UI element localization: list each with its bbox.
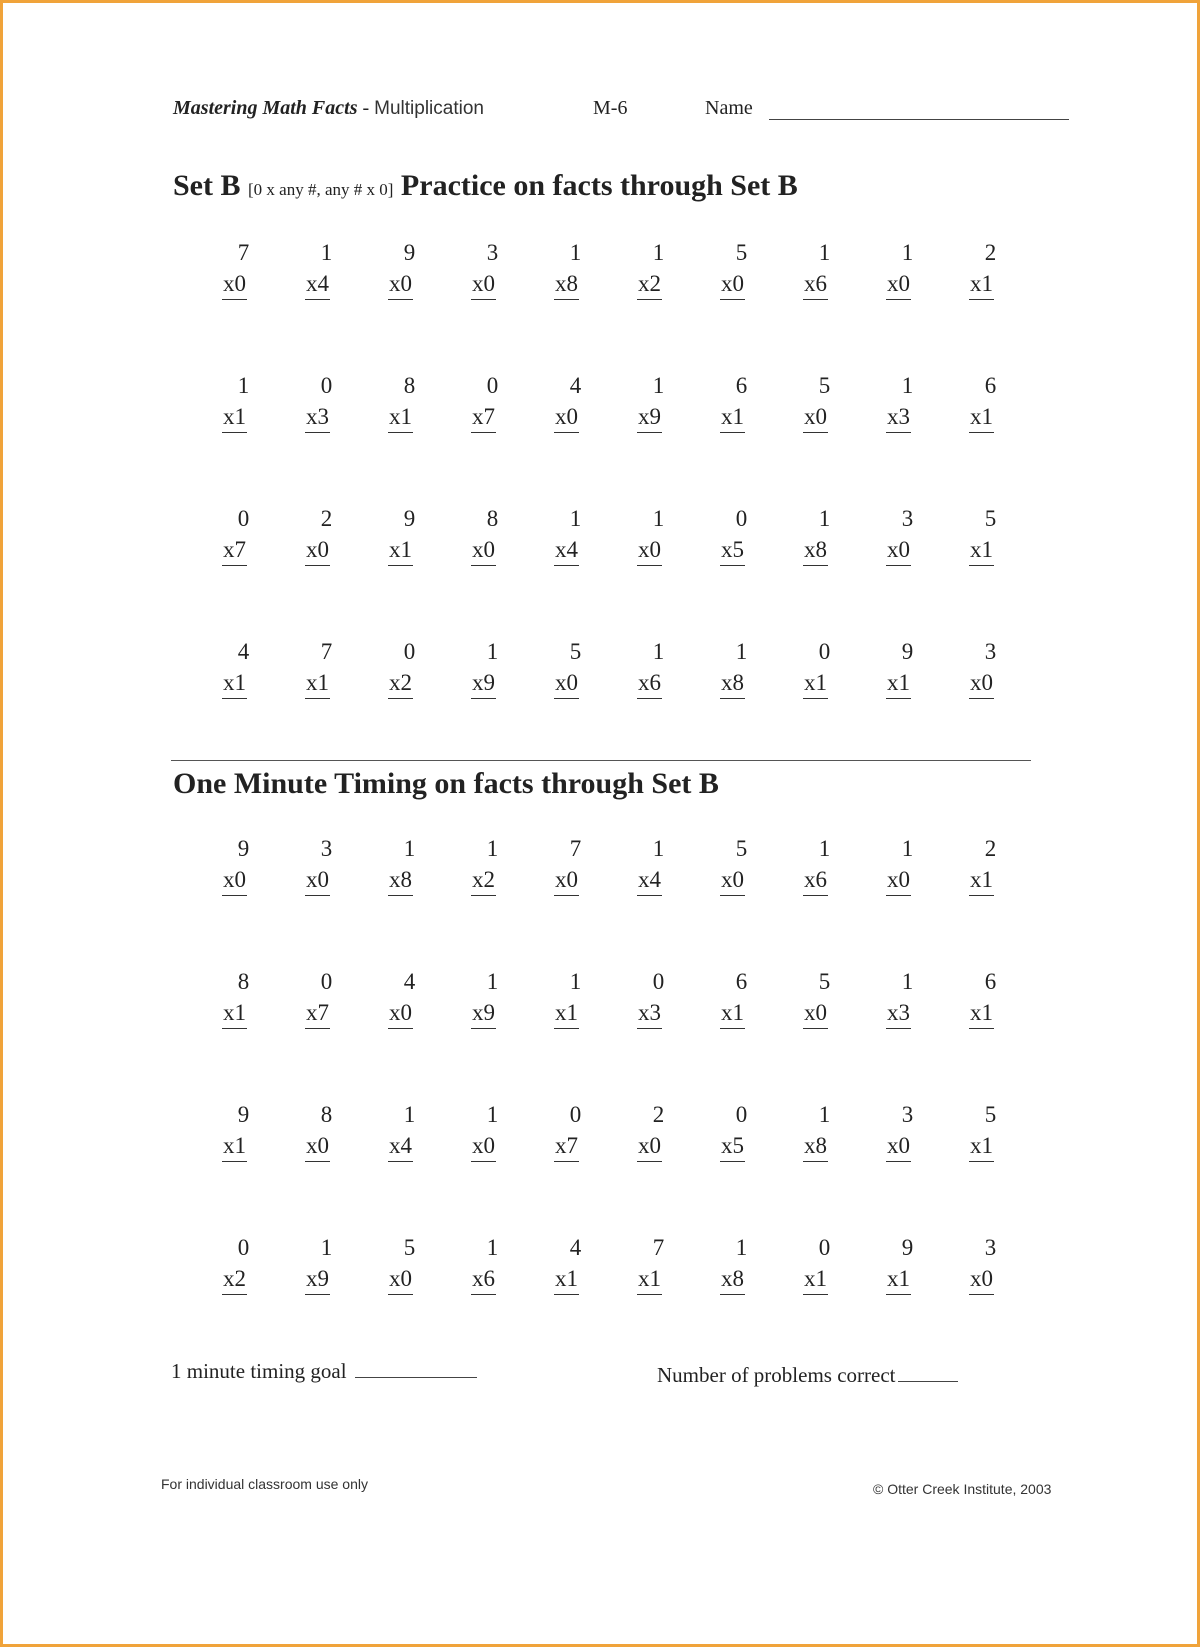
problem	[774, 1099, 857, 1232]
problem	[691, 636, 774, 769]
multiplicand: 1	[486, 639, 499, 664]
multiplier: x0	[720, 269, 745, 300]
multiplicand: 6	[735, 969, 748, 994]
multiplier: x1	[969, 402, 994, 433]
problem	[193, 1232, 276, 1365]
problem	[359, 636, 442, 769]
multiplier: x1	[969, 998, 994, 1029]
multiplicand: 1	[735, 639, 748, 664]
multiplier: x1	[222, 402, 247, 433]
multiplier: x0	[222, 269, 247, 300]
multiplier: x5	[720, 535, 745, 566]
problem	[691, 370, 774, 503]
multiplier: x7	[554, 1131, 579, 1162]
multiplier: x0	[471, 269, 496, 300]
multiplier: x0	[471, 1131, 496, 1162]
problem	[940, 1232, 1023, 1365]
multiplicand: 0	[320, 373, 333, 398]
problems-correct-blank[interactable]	[898, 1381, 958, 1382]
multiplier: x0	[305, 1131, 330, 1162]
multiplier: x9	[305, 1264, 330, 1295]
timing-heading: One Minute Timing on facts through Set B	[173, 767, 719, 800]
problem	[193, 370, 276, 503]
multiplier: x0	[886, 865, 911, 896]
multiplicand: 1	[652, 506, 665, 531]
problem	[940, 503, 1023, 636]
multiplier: x9	[637, 402, 662, 433]
multiplier: x1	[886, 668, 911, 699]
multiplicand: 5	[735, 240, 748, 265]
multiplier: x8	[720, 1264, 745, 1295]
multiplicand: 4	[569, 1235, 582, 1260]
problem	[774, 1232, 857, 1365]
multiplicand: 8	[237, 969, 250, 994]
multiplicand: 1	[569, 240, 582, 265]
multiplier: x2	[222, 1264, 247, 1295]
multiplicand: 0	[735, 506, 748, 531]
problem	[940, 833, 1023, 966]
multiplier: x7	[305, 998, 330, 1029]
problem	[193, 966, 276, 1099]
problem	[525, 966, 608, 1099]
multiplier: x1	[803, 668, 828, 699]
multiplicand: 1	[320, 240, 333, 265]
multiplicand: 1	[652, 639, 665, 664]
multiplicand: 1	[818, 240, 831, 265]
multiplicand: 3	[984, 639, 997, 664]
set-label: Set B	[173, 169, 241, 202]
multiplicand: 7	[237, 240, 250, 265]
problem	[691, 966, 774, 1099]
multiplicand: 0	[818, 1235, 831, 1260]
problem	[525, 1099, 608, 1232]
problem	[857, 1232, 940, 1365]
multiplier: x3	[637, 998, 662, 1029]
multiplier: x9	[471, 998, 496, 1029]
multiplier: x1	[969, 1131, 994, 1162]
multiplicand: 1	[403, 836, 416, 861]
multiplicand: 1	[652, 240, 665, 265]
multiplier: x0	[803, 998, 828, 1029]
multiplicand: 1	[569, 969, 582, 994]
multiplier: x1	[222, 998, 247, 1029]
problem	[774, 503, 857, 636]
problem	[857, 1099, 940, 1232]
worksheet-header	[173, 97, 1073, 127]
section-divider	[171, 760, 1031, 761]
problem	[940, 1099, 1023, 1232]
multiplier: x0	[803, 402, 828, 433]
multiplier: x1	[720, 998, 745, 1029]
multiplier: x8	[554, 269, 579, 300]
problem	[525, 1232, 608, 1365]
set-rule: [0 x any #, any # x 0]	[248, 180, 394, 199]
problem	[940, 966, 1023, 1099]
multiplier: x0	[471, 535, 496, 566]
multiplier: x4	[554, 535, 579, 566]
multiplicand: 1	[486, 1102, 499, 1127]
multiplier: x3	[305, 402, 330, 433]
sheet-code: M-6	[593, 97, 628, 119]
timing-goal	[171, 1359, 477, 1384]
multiplier: x5	[720, 1131, 745, 1162]
multiplicand: 0	[818, 639, 831, 664]
problem	[276, 833, 359, 966]
multiplicand: 1	[237, 373, 250, 398]
problem	[691, 833, 774, 966]
multiplier: x1	[222, 668, 247, 699]
problem	[940, 237, 1023, 370]
multiplicand: 9	[403, 240, 416, 265]
problem	[774, 237, 857, 370]
multiplicand: 0	[486, 373, 499, 398]
practice-title: Practice on facts through Set B	[400, 169, 798, 202]
multiplicand: 0	[569, 1102, 582, 1127]
problem	[193, 237, 276, 370]
problem	[608, 1099, 691, 1232]
problem	[525, 237, 608, 370]
multiplier: x1	[388, 402, 413, 433]
multiplicand: 0	[403, 639, 416, 664]
multiplicand: 8	[320, 1102, 333, 1127]
multiplicand: 1	[901, 240, 914, 265]
problem	[442, 833, 525, 966]
problem	[276, 237, 359, 370]
multiplier: x8	[803, 1131, 828, 1162]
multiplicand: 1	[901, 373, 914, 398]
problem	[276, 503, 359, 636]
multiplier: x7	[222, 535, 247, 566]
multiplicand: 0	[237, 506, 250, 531]
problem	[691, 1232, 774, 1365]
multiplicand: 6	[984, 373, 997, 398]
multiplier: x1	[720, 402, 745, 433]
copyright-note: © Otter Creek Institute, 2003	[873, 1481, 1052, 1497]
multiplier: x3	[886, 402, 911, 433]
multiplicand: 1	[735, 1235, 748, 1260]
problem	[359, 370, 442, 503]
multiplier: x1	[222, 1131, 247, 1162]
multiplicand: 5	[818, 969, 831, 994]
multiplier: x1	[969, 269, 994, 300]
problem	[193, 1099, 276, 1232]
multiplicand: 5	[403, 1235, 416, 1260]
problem	[857, 503, 940, 636]
multiplicand: 6	[735, 373, 748, 398]
multiplicand: 0	[652, 969, 665, 994]
problem	[193, 833, 276, 966]
multiplier: x7	[471, 402, 496, 433]
problem	[359, 833, 442, 966]
timing-goal-blank[interactable]	[355, 1377, 477, 1378]
multiplicand: 2	[652, 1102, 665, 1127]
problem	[608, 833, 691, 966]
multiplicand: 5	[984, 1102, 997, 1127]
multiplier: x8	[803, 535, 828, 566]
problem	[442, 1232, 525, 1365]
multiplicand: 8	[403, 373, 416, 398]
multiplier: x4	[305, 269, 330, 300]
multiplicand: 0	[735, 1102, 748, 1127]
multiplicand: 3	[901, 1102, 914, 1127]
multiplicand: 0	[237, 1235, 250, 1260]
multiplicand: 4	[569, 373, 582, 398]
problem	[774, 636, 857, 769]
problem	[193, 636, 276, 769]
multiplier: x0	[886, 269, 911, 300]
multiplicand: 1	[320, 1235, 333, 1260]
multiplicand: 3	[486, 240, 499, 265]
multiplicand: 9	[403, 506, 416, 531]
multiplicand: 7	[320, 639, 333, 664]
multiplier: x0	[720, 865, 745, 896]
problem	[691, 1099, 774, 1232]
problem	[774, 370, 857, 503]
multiplier: x4	[637, 865, 662, 896]
multiplier: x0	[554, 402, 579, 433]
problem	[608, 636, 691, 769]
series-subject: Multiplication	[374, 98, 484, 119]
problem	[359, 237, 442, 370]
problem	[276, 636, 359, 769]
multiplicand: 3	[901, 506, 914, 531]
problem	[608, 1232, 691, 1365]
multiplier: x0	[305, 535, 330, 566]
timing-problems-grid	[193, 833, 1023, 1365]
problem	[276, 370, 359, 503]
problem	[608, 503, 691, 636]
multiplicand: 9	[237, 1102, 250, 1127]
multiplier: x6	[471, 1264, 496, 1295]
multiplicand: 6	[984, 969, 997, 994]
multiplicand: 5	[735, 836, 748, 861]
problem	[193, 503, 276, 636]
multiplicand: 4	[403, 969, 416, 994]
multiplicand: 9	[237, 836, 250, 861]
multiplier: x0	[969, 1264, 994, 1295]
multiplicand: 9	[901, 1235, 914, 1260]
multiplier: x6	[803, 865, 828, 896]
multiplicand: 1	[652, 373, 665, 398]
problem	[857, 966, 940, 1099]
problem	[442, 237, 525, 370]
multiplicand: 3	[984, 1235, 997, 1260]
multiplicand: 1	[486, 836, 499, 861]
problem	[359, 1232, 442, 1365]
series-title: Mastering Math Facts	[173, 97, 358, 119]
practice-heading	[173, 169, 1123, 203]
multiplicand: 1	[486, 969, 499, 994]
multiplier: x3	[886, 998, 911, 1029]
multiplicand: 1	[901, 969, 914, 994]
practice-problems-grid	[193, 237, 1023, 769]
multiplicand: 7	[652, 1235, 665, 1260]
multiplier: x2	[471, 865, 496, 896]
problem	[608, 370, 691, 503]
problems-correct	[657, 1363, 958, 1388]
multiplicand: 1	[818, 506, 831, 531]
name-label: Name	[705, 97, 753, 119]
multiplier: x6	[803, 269, 828, 300]
multiplicand: 5	[984, 506, 997, 531]
multiplier: x8	[388, 865, 413, 896]
multiplier: x1	[969, 535, 994, 566]
multiplicand: 3	[320, 836, 333, 861]
problem	[442, 966, 525, 1099]
series-separator: -	[357, 97, 375, 119]
problem	[857, 237, 940, 370]
multiplier: x0	[637, 1131, 662, 1162]
multiplicand: 1	[901, 836, 914, 861]
usage-note: For individual classroom use only	[161, 1476, 368, 1492]
problem	[442, 636, 525, 769]
problem	[857, 370, 940, 503]
problem	[442, 370, 525, 503]
multiplier: x9	[471, 668, 496, 699]
multiplier: x1	[554, 998, 579, 1029]
multiplier: x1	[886, 1264, 911, 1295]
problem	[276, 1099, 359, 1232]
multiplier: x0	[222, 865, 247, 896]
problem	[359, 966, 442, 1099]
multiplier: x0	[637, 535, 662, 566]
problem	[276, 966, 359, 1099]
multiplier: x1	[388, 535, 413, 566]
name-blank-line[interactable]	[769, 119, 1069, 120]
multiplier: x1	[969, 865, 994, 896]
multiplier: x0	[388, 1264, 413, 1295]
multiplicand: 5	[569, 639, 582, 664]
problem	[608, 966, 691, 1099]
multiplier: x1	[305, 668, 330, 699]
multiplier: x1	[554, 1264, 579, 1295]
problems-correct-label: Number of problems correct	[657, 1363, 896, 1387]
multiplicand: 7	[569, 836, 582, 861]
multiplier: x2	[388, 668, 413, 699]
problem	[525, 833, 608, 966]
multiplicand: 9	[901, 639, 914, 664]
multiplicand: 2	[320, 506, 333, 531]
multiplier: x1	[803, 1264, 828, 1295]
multiplicand: 4	[237, 639, 250, 664]
timing-goal-label: 1 minute timing goal	[171, 1359, 347, 1383]
multiplier: x0	[305, 865, 330, 896]
problem	[359, 503, 442, 636]
multiplicand: 1	[403, 1102, 416, 1127]
problem	[276, 1232, 359, 1365]
multiplicand: 1	[818, 1102, 831, 1127]
multiplier: x0	[554, 668, 579, 699]
problem	[442, 1099, 525, 1232]
multiplicand: 8	[486, 506, 499, 531]
problem	[525, 503, 608, 636]
problem	[359, 1099, 442, 1232]
multiplicand: 2	[984, 836, 997, 861]
problem	[442, 503, 525, 636]
multiplier: x8	[720, 668, 745, 699]
multiplier: x6	[637, 668, 662, 699]
multiplicand: 1	[569, 506, 582, 531]
multiplicand: 1	[818, 836, 831, 861]
multiplicand: 1	[652, 836, 665, 861]
problem	[691, 237, 774, 370]
problem	[940, 370, 1023, 503]
problem	[857, 636, 940, 769]
multiplier: x1	[637, 1264, 662, 1295]
problem	[525, 636, 608, 769]
problem	[525, 370, 608, 503]
problem	[774, 966, 857, 1099]
multiplier: x0	[886, 535, 911, 566]
multiplicand: 5	[818, 373, 831, 398]
problem	[857, 833, 940, 966]
problem	[940, 636, 1023, 769]
problem	[608, 237, 691, 370]
multiplier: x0	[388, 998, 413, 1029]
multiplicand: 2	[984, 240, 997, 265]
multiplier: x4	[388, 1131, 413, 1162]
problem	[774, 833, 857, 966]
multiplier: x0	[886, 1131, 911, 1162]
multiplicand: 0	[320, 969, 333, 994]
multiplier: x0	[969, 668, 994, 699]
multiplier: x0	[554, 865, 579, 896]
multiplier: x0	[388, 269, 413, 300]
multiplier: x2	[637, 269, 662, 300]
multiplicand: 1	[486, 1235, 499, 1260]
problem	[691, 503, 774, 636]
